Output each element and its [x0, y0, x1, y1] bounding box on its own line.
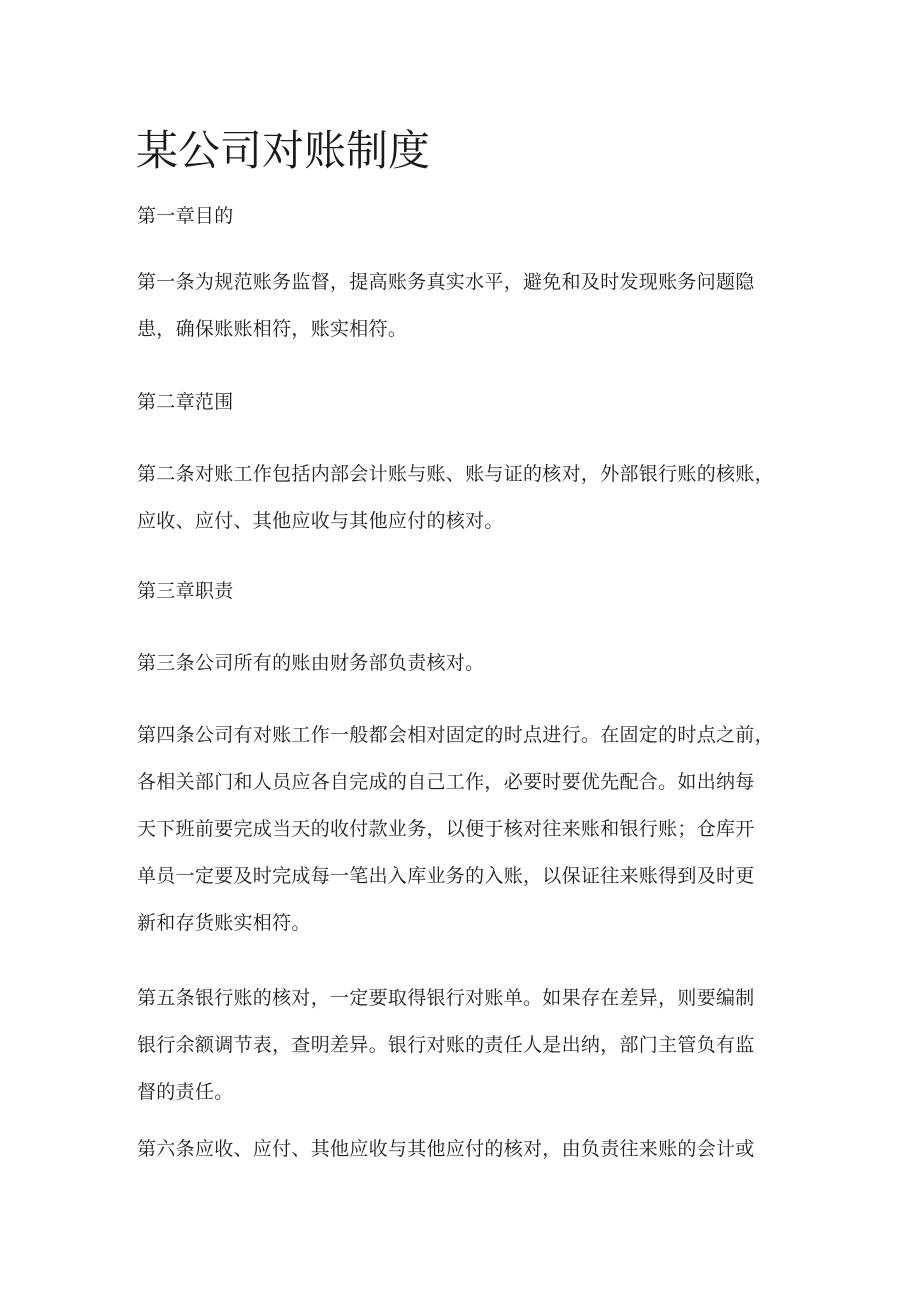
article-4-line-5: 新和存货账实相符。 — [137, 912, 311, 934]
article-4-line-2: 各相关部门和人员应各自完成的自己工作，必要时要优先配合。如出纳每 — [137, 771, 755, 793]
chapter-2-heading — [137, 379, 797, 426]
chapter-3-text: 第三章职责 — [137, 580, 234, 602]
article-1-line-1: 第一条为规范账务监督，提高账务真实水平，避免和及时发现账务问题隐 — [137, 271, 755, 293]
article-2-paragraph — [137, 451, 797, 545]
article-5-line-2: 银行余额调节表，查明差异。银行对账的责任人是出纳，部门主管负有监 — [137, 1034, 755, 1056]
article-4-line-4: 单员一定要及时完成每一笔出入库业务的入账，以保证往来账得到及时更 — [137, 865, 755, 887]
article-4-line-1: 第四条公司有对账工作一般都会相对固定的时点进行。在固定的时点之前， — [137, 724, 774, 746]
article-2-line-2: 应收、应付、其他应收与其他应付的核对。 — [137, 510, 504, 532]
article-1-line-2: 患，确保账账相符，账实相符。 — [137, 318, 408, 340]
document-title: 某公司对账制度 — [136, 126, 431, 175]
article-4-line-3: 天下班前要完成当天的收付款业务，以便于核对往来账和银行账；仓库开 — [137, 818, 755, 840]
chapter-1-text: 第一章目的 — [137, 205, 234, 227]
article-4-paragraph — [137, 712, 797, 947]
article-3-paragraph — [137, 640, 797, 687]
article-5-paragraph — [137, 975, 797, 1116]
chapter-1-heading — [137, 193, 797, 240]
article-2-line-1: 第二条对账工作包括内部会计账与账、账与证的核对，外部银行账的核账， — [137, 463, 774, 485]
chapter-2-text: 第二章范围 — [137, 391, 234, 413]
chapter-3-heading — [137, 568, 797, 615]
article-1-paragraph — [137, 259, 797, 353]
article-3-line-1: 第三条公司所有的账由财务部负责核对。 — [137, 652, 485, 674]
article-5-line-1: 第五条银行账的核对，一定要取得银行对账单。如果存在差异，则要编制 — [137, 987, 755, 1009]
article-5-line-3: 督的责任。 — [137, 1081, 234, 1103]
article-6-line-1: 第六条应收、应付、其他应收与其他应付的核对，由负责往来账的会计或 — [137, 1138, 755, 1160]
article-6-paragraph — [137, 1126, 797, 1173]
